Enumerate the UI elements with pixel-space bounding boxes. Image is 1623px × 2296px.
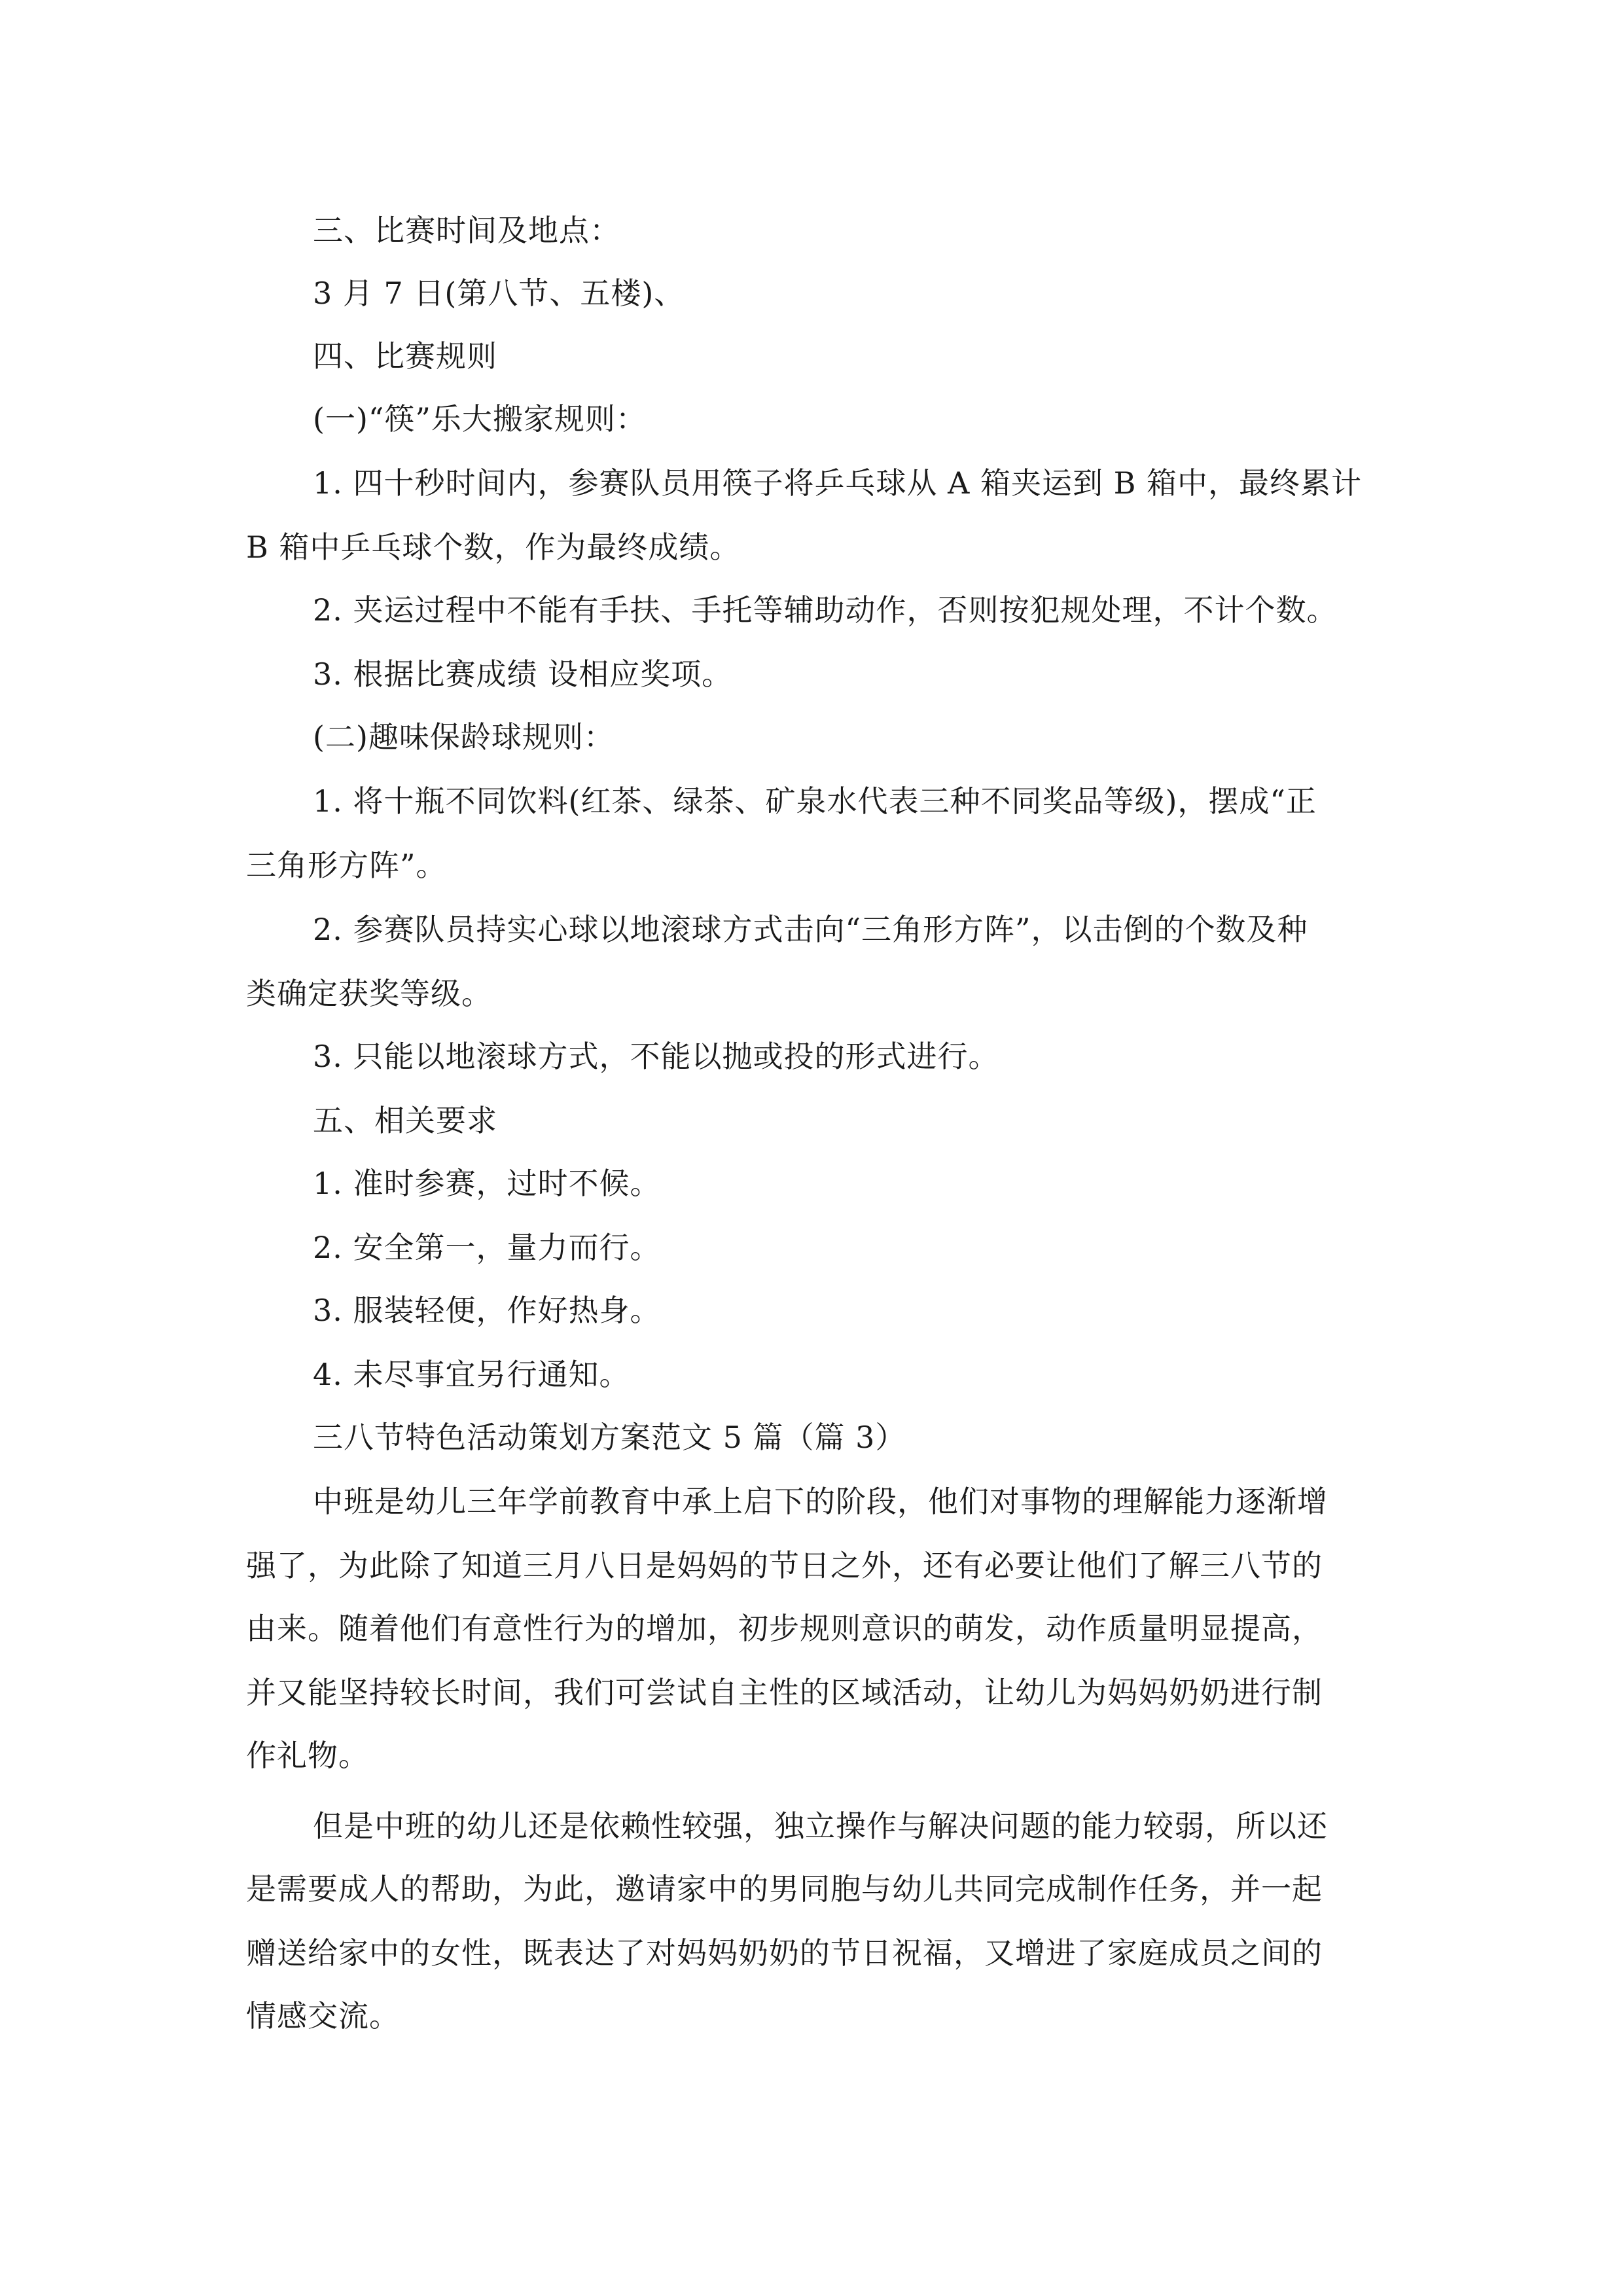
paragraph-line: 并又能坚持较长时间，我们可尝试自主性的区域活动，让幼儿为妈妈奶奶进行制 [246,1675,1323,1710]
paragraph-line: 是需要成人的帮助，为此，邀请家中的男同胞与幼儿共同完成制作任务，并一起 [246,1871,1323,1907]
list-item-continuation: 类确定获奖等级。 [246,976,492,1011]
list-item-continuation: 三角形方阵”。 [246,848,447,883]
list-item: 3. 服装轻便，作好热身。 [313,1293,661,1328]
list-item-continuation: B 箱中乒乓球个数，作为最终成绩。 [246,529,741,565]
section-heading: 四、比赛规则 [313,338,497,374]
paragraph-line: 强了，为此除了知道三月八日是妈妈的节日之外，还有必要让他们了解三八节的 [246,1548,1323,1583]
paragraph-line: 中班是幼儿三年学前教育中承上启下的阶段，他们对事物的理解能力逐渐增 [313,1484,1328,1519]
section-heading: 五、相关要求 [313,1103,497,1138]
subsection-heading: (一)“筷”乐大搬家规则： [313,401,647,437]
list-item: 4. 未尽事宜另行通知。 [313,1357,630,1392]
list-item: 2. 安全第一，量力而行。 [313,1230,661,1265]
paragraph-line: 赠送给家中的女性，既表达了对妈妈奶奶的节日祝福，又增进了家庭成员之间的 [246,1935,1323,1971]
paragraph-line: 但是中班的幼儿还是依赖性较强，独立操作与解决问题的能力较弱，所以还 [313,1808,1328,1844]
list-item: 2. 夹运过程中不能有手扶、手托等辅助动作，否则按犯规处理，不计个数。 [313,592,1338,628]
subsection-heading: (二)趣味保龄球规则： [313,719,615,755]
list-item: 1. 将十瓶不同饮料(红茶、绿茶、矿泉水代表三种不同奖品等级)，摆成“正 [313,783,1317,819]
paragraph-line: 由来。随着他们有意性行为的增加，初步规则意识的萌发，动作质量明显提高， [246,1611,1323,1646]
list-item: 2. 参赛队员持实心球以地滚球方式击向“三角形方阵”，以击倒的个数及种 [313,912,1308,947]
body-text: 3 月 7 日(第八节、五楼)、 [313,276,685,311]
list-item: 1. 准时参赛，过时不候。 [313,1166,661,1201]
list-item: 3. 只能以地滚球方式，不能以抛或投的形式进行。 [313,1039,999,1074]
article-title: 三八节特色活动策划方案范文 5 篇（篇 3） [313,1420,906,1455]
list-item: 3. 根据比赛成绩 设相应奖项。 [313,656,733,692]
section-heading: 三、比赛时间及地点： [313,213,620,248]
list-item: 1. 四十秒时间内，参赛队员用筷子将乒乓球从 A 箱夹运到 B 箱中，最终累计 [313,465,1363,501]
paragraph-line: 作礼物。 [246,1738,369,1773]
paragraph-line: 情感交流。 [246,1998,400,2034]
